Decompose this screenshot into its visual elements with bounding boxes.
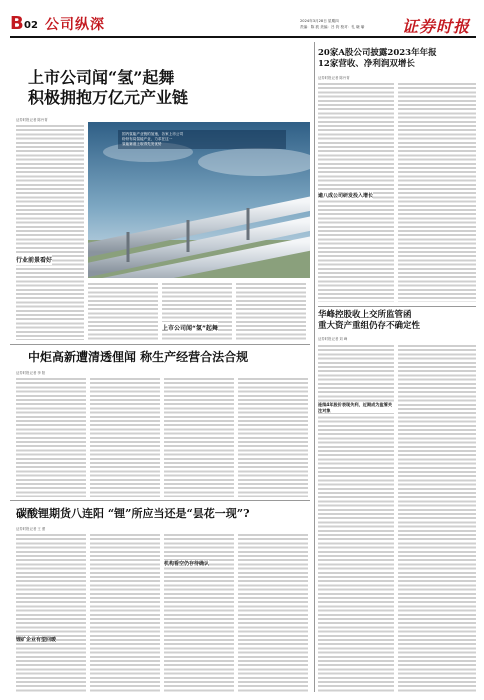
- right1-byline: 证券时报记者 陈丹青: [318, 76, 350, 80]
- editor-line: 责编：陈 波 美编：吕 钧 校对：孔 晓 瑜: [300, 25, 365, 29]
- story4-top-rule: [10, 500, 310, 501]
- right2-title-line2: 重大资产重组仍存不确定性: [318, 321, 421, 331]
- lead-story: [10, 42, 310, 342]
- right2-byline: 证券时报记者 刘 峰: [318, 337, 348, 341]
- masthead-rule: [10, 36, 476, 38]
- right1-body-col2: [398, 82, 476, 302]
- page-number: 02: [24, 20, 38, 31]
- story3-byline: 证券时报记者 李 阳: [16, 371, 46, 375]
- story3-title: 中炬高新遭清透俚闻 称生产经营合法合规: [28, 350, 249, 364]
- story4-body-col2: [90, 533, 160, 693]
- story4-body-col1: [16, 533, 86, 693]
- story4-body-col3: [164, 533, 234, 693]
- story3-body-col1: [16, 377, 86, 497]
- story3-body-col3: [164, 377, 234, 497]
- date-line: 2024年3月28日 星期四: [300, 19, 339, 23]
- pipeline-photo: [88, 122, 310, 278]
- masthead: [0, 0, 484, 40]
- photo-caption-line3: 氢能赛道上取得先发优势: [122, 142, 162, 146]
- story-3: [10, 344, 310, 499]
- story4-subhead-1: 锂矿企业有望回暖: [16, 637, 57, 643]
- lead-subhead-2: 上市公司闻“氢”起舞: [162, 322, 218, 333]
- story3-body-col2: [90, 377, 160, 497]
- photo-caption-line2: 纷纷布局氢能产业，力求在这一: [122, 137, 173, 141]
- newspaper-logo: 证券时报: [402, 17, 471, 36]
- story-4: [10, 500, 310, 696]
- lead-body-col1: [16, 124, 84, 340]
- photo-caption-line1: 国内氢能产业链的加速，各家上市公司: [122, 132, 184, 136]
- right-story-2: [318, 306, 476, 696]
- lead-subhead-1: 行业前景看好: [16, 254, 52, 265]
- lead-title-line2: 积极拥抱万亿元产业链: [28, 88, 189, 107]
- lead-title: [28, 68, 308, 108]
- right-story-1: [318, 42, 476, 304]
- page-letter: B: [10, 13, 24, 34]
- section-title: 公司纵深: [45, 17, 105, 33]
- right1-title-line2: 12家营收、净利润双增长: [318, 59, 415, 69]
- photo-caption: [118, 130, 286, 149]
- story4-body-col4: [238, 533, 308, 693]
- story3-body-col4: [238, 377, 308, 497]
- right2-body-col1: [318, 344, 394, 692]
- lead-byline: 证券时报记者 陈丹青: [16, 118, 48, 122]
- right2-body-col2: [398, 344, 476, 692]
- lead-body-col4: [236, 282, 306, 340]
- lead-body-col2: [88, 282, 158, 340]
- lead-title-line1: 上市公司闻“氢”起舞: [28, 68, 175, 87]
- story4-byline: 证券时报记者 王 蕾: [16, 527, 46, 531]
- story4-subhead-2: 机构看空仍存待确认: [164, 561, 210, 567]
- right2-top-rule: [318, 306, 476, 307]
- column-divider: [314, 42, 315, 692]
- story3-top-rule: [10, 344, 310, 345]
- story4-title: 碳酸锂期货八连阳 “锂”所应当还是“昙花一现”?: [16, 507, 250, 520]
- right2-title-line1: 华峰控股收上交所监管函: [318, 310, 412, 320]
- right1-subhead: 逾八成公司研发投入增长: [318, 193, 374, 199]
- right1-title-line1: 20家A股公司披露2023年年报: [318, 48, 437, 58]
- right2-subhead: 连续4年股价表现失利，近期成为监管关注对象: [318, 402, 393, 413]
